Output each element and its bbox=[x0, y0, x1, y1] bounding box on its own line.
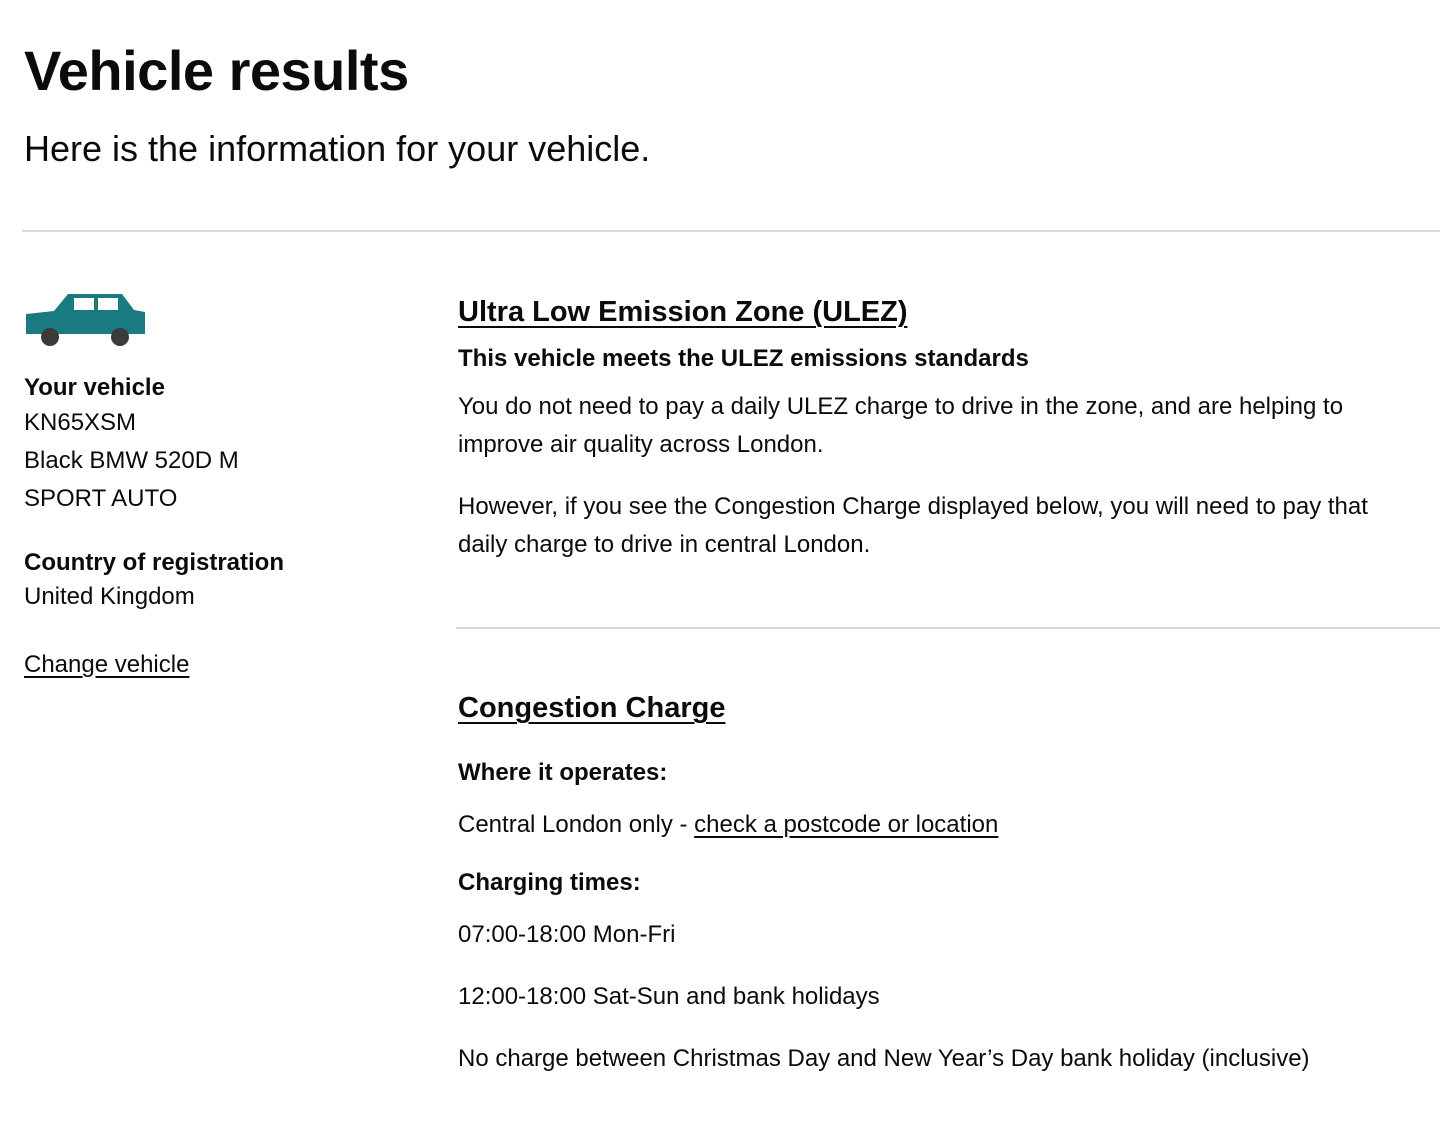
vehicle-panel bbox=[24, 290, 424, 682]
congestion-charge-section bbox=[458, 686, 1418, 1078]
header-divider bbox=[22, 230, 1440, 232]
charging-time-weekday: 07:00-18:00 Mon-Fri bbox=[458, 921, 676, 948]
christmas-note: No charge between Christmas Day and New Year’s Day bank holiday (inclusive) bbox=[458, 1045, 1310, 1072]
vehicle-registration: KN65XSM bbox=[24, 409, 137, 436]
ulez-section bbox=[458, 290, 1418, 564]
change-vehicle-link[interactable]: Change vehicle bbox=[24, 651, 190, 678]
country-value: United Kingdom bbox=[24, 583, 195, 610]
country-heading: Country of registration bbox=[24, 549, 285, 576]
car-icon bbox=[24, 290, 146, 350]
check-postcode-link[interactable]: check a postcode or location bbox=[694, 811, 999, 838]
where-text bbox=[458, 806, 1418, 844]
section-divider bbox=[456, 627, 1440, 629]
ulez-paragraph-2: However, if you see the Congestion Charge displayed below, you will need to pay that daily charge to drive in central London. bbox=[458, 493, 1368, 558]
where-heading: Where it operates: bbox=[458, 759, 668, 786]
where-label: Central London only - bbox=[458, 811, 695, 838]
country-of-registration bbox=[24, 546, 424, 614]
vehicle-description: Black BMW 520D M SPORT AUTO bbox=[24, 447, 239, 512]
ulez-status: This vehicle meets the ULEZ emissions standards bbox=[458, 345, 1029, 372]
vehicle-heading: Your vehicle bbox=[24, 374, 165, 401]
ulez-paragraph-1: You do not need to pay a daily ULEZ charge to drive in the zone, and are helping to improve air quality across London. bbox=[458, 393, 1344, 458]
congestion-heading-link[interactable]: Congestion Charge bbox=[458, 692, 726, 724]
page-title: Vehicle results bbox=[24, 39, 409, 102]
ulez-heading-link[interactable]: Ultra Low Emission Zone (ULEZ) bbox=[458, 296, 908, 328]
page-intro: Here is the information for your vehicle. bbox=[24, 128, 651, 169]
charging-time-weekend: 12:00-18:00 Sat-Sun and bank holidays bbox=[458, 983, 880, 1010]
charging-times-heading: Charging times: bbox=[458, 869, 641, 896]
